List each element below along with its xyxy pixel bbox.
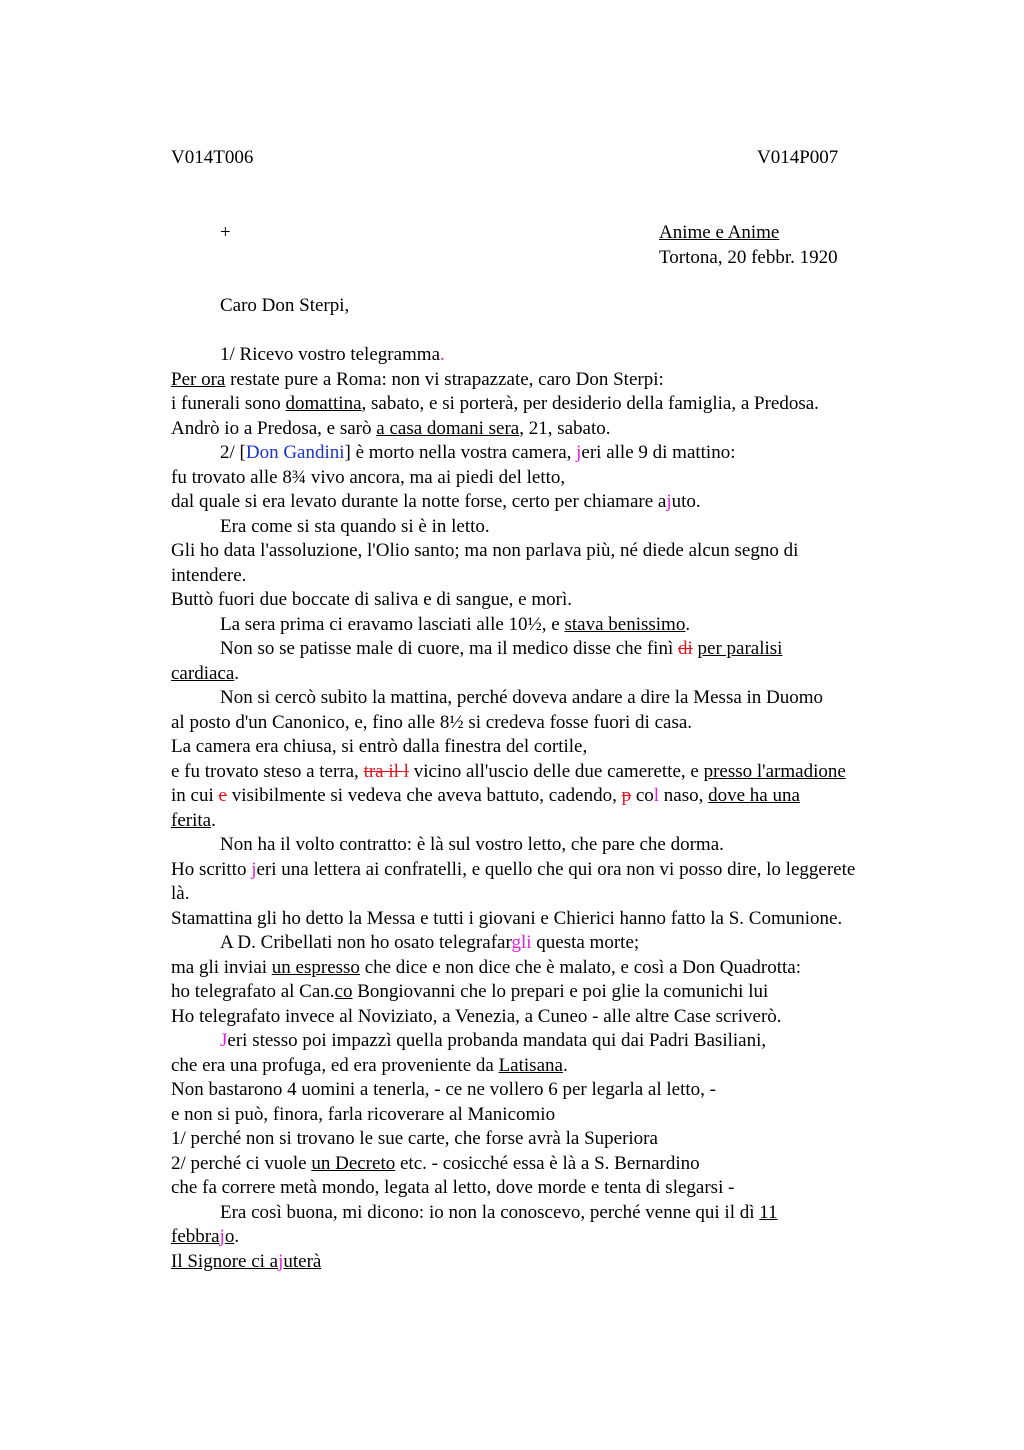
body-line: Gli ho data l'assoluzione, l'Olio santo; ma non parlava più, né diede alcun segno di: [171, 540, 799, 561]
body-line: 1/ perché non si trovano le sue carte, che forse avrà la Superiora: [171, 1128, 658, 1149]
body-line: Era come si sta quando si è in letto.: [220, 515, 490, 537]
body-line: A D. Cribellati non ho osato telegrafargli questa morte;: [220, 932, 640, 953]
letterhead: [659, 221, 838, 270]
body-line: ho telegrafato al Can.co Bongiovanni che lo prepari e poi glie la comunichi lui: [171, 981, 769, 1002]
body-line: là.: [171, 883, 190, 904]
body-line: 2/ perché ci vuole un Decreto etc. - cosicché essa è là a S. Bernardino: [171, 1152, 700, 1174]
body-line: che era una profuga, ed era proveniente da Latisana.: [171, 1054, 568, 1076]
body-line: i funerali sono domattina, sabato, e si porterà, per desiderio della famiglia, a Predosa.: [171, 393, 819, 414]
body-line: Buttò fuori due boccate di saliva e di sangue, e morì.: [171, 589, 572, 610]
body-line: La camera era chiusa, si entrò dalla finestra del cortile,: [171, 736, 588, 757]
body-line: Non so se patisse male di cuore, ma il medico disse che finì di per paralisi: [220, 638, 783, 659]
body-line: febbrajo.: [171, 1226, 240, 1247]
body-line: Per ora restate pure a Roma: non vi strapazzate, caro Don Sterpi:: [171, 368, 664, 390]
deleted-text: tra il l: [363, 760, 409, 782]
body-line: in cui e visibilmente si vedeva che aveva battuto, cadendo, p col naso, dove ha una: [171, 785, 800, 806]
body-line: Stamattina gli ho detto la Messa e tutti i giovani e Chierici hanno fatto la S. Comunione.: [171, 907, 843, 929]
body-line-closing: Il Signore ci ajuterà: [171, 1250, 322, 1272]
body-line: Non ha il volto contratto: è là sul vostro letto, che pare che dorma.: [220, 834, 724, 855]
place-date: Tortona, 20 febbr. 1920: [659, 246, 838, 268]
deleted-text: e: [218, 785, 227, 806]
salutation: Caro Don Sterpi,: [220, 295, 350, 316]
body-line: al posto d'un Canonico, e, fino alle 8½ si credeva fosse fuori di casa.: [171, 711, 693, 733]
cross-symbol: +: [220, 222, 231, 243]
body-line: Ho scritto jeri una lettera ai confratelli, e quello che qui ora non vi posso dire, lo leggerete: [171, 858, 856, 880]
body-line: che fa correre metà mondo, legata al letto, dove morde e tenta di slegarsi -: [171, 1177, 735, 1198]
body-line: ferita.: [171, 809, 216, 831]
body-line: Non bastarono 4 uomini a tenerla, - ce ne vollero 6 per legarla al letto, -: [171, 1079, 716, 1100]
body-line: e fu trovato steso a terra, tra il l vicino all'uscio delle due camerette, e presso l'armadione: [171, 760, 846, 782]
body-line: e non si può, finora, farla ricoverare al Manicomio: [171, 1103, 556, 1125]
body-line: cardiaca.: [171, 662, 240, 684]
body-line: La sera prima ci eravamo lasciati alle 10½, e stava benissimo.: [220, 613, 691, 635]
body-line: Ho telegrafato invece al Noviziato, a Venezia, a Cuneo - alle altre Case scriverò.: [171, 1005, 782, 1027]
body-line: 2/ [Don Gandini] è morto nella vostra camera, jeri alle 9 di mattino:: [220, 442, 736, 463]
body-line: Andrò io a Predosa, e sarò a casa domani sera, 21, sabato.: [171, 417, 611, 439]
body-line: fu trovato alle 8¾ vivo ancora, ma ai piedi del letto,: [171, 466, 566, 488]
body-line: Era così buona, mi dicono: io non la conoscevo, perché venne qui il dì 11: [220, 1201, 778, 1223]
body-line: intendere.: [171, 564, 247, 586]
person-name: Don Gandini: [245, 442, 345, 463]
letter-body: [171, 343, 931, 1274]
document-code-right: V014P007: [757, 147, 839, 168]
document-code-left: V014T006: [171, 147, 254, 168]
deleted-text: p: [621, 785, 632, 806]
body-line: dal quale si era levato durante la notte forse, certo per chiamare ajuto.: [171, 491, 701, 512]
letter-title: Anime e Anime: [659, 222, 780, 243]
body-line: Jeri stesso poi impazzì quella probanda mandata qui dai Padri Basiliani,: [220, 1030, 767, 1051]
deleted-text: di: [678, 638, 693, 659]
body-line: Non si cercò subito la mattina, perché doveva andare a dire la Messa in Duomo: [220, 687, 824, 708]
body-line: 1/ Ricevo vostro telegramma.: [220, 344, 445, 365]
body-line: ma gli inviai un espresso che dice e non dice che è malato, e così a Don Quadrotta:: [171, 956, 801, 978]
